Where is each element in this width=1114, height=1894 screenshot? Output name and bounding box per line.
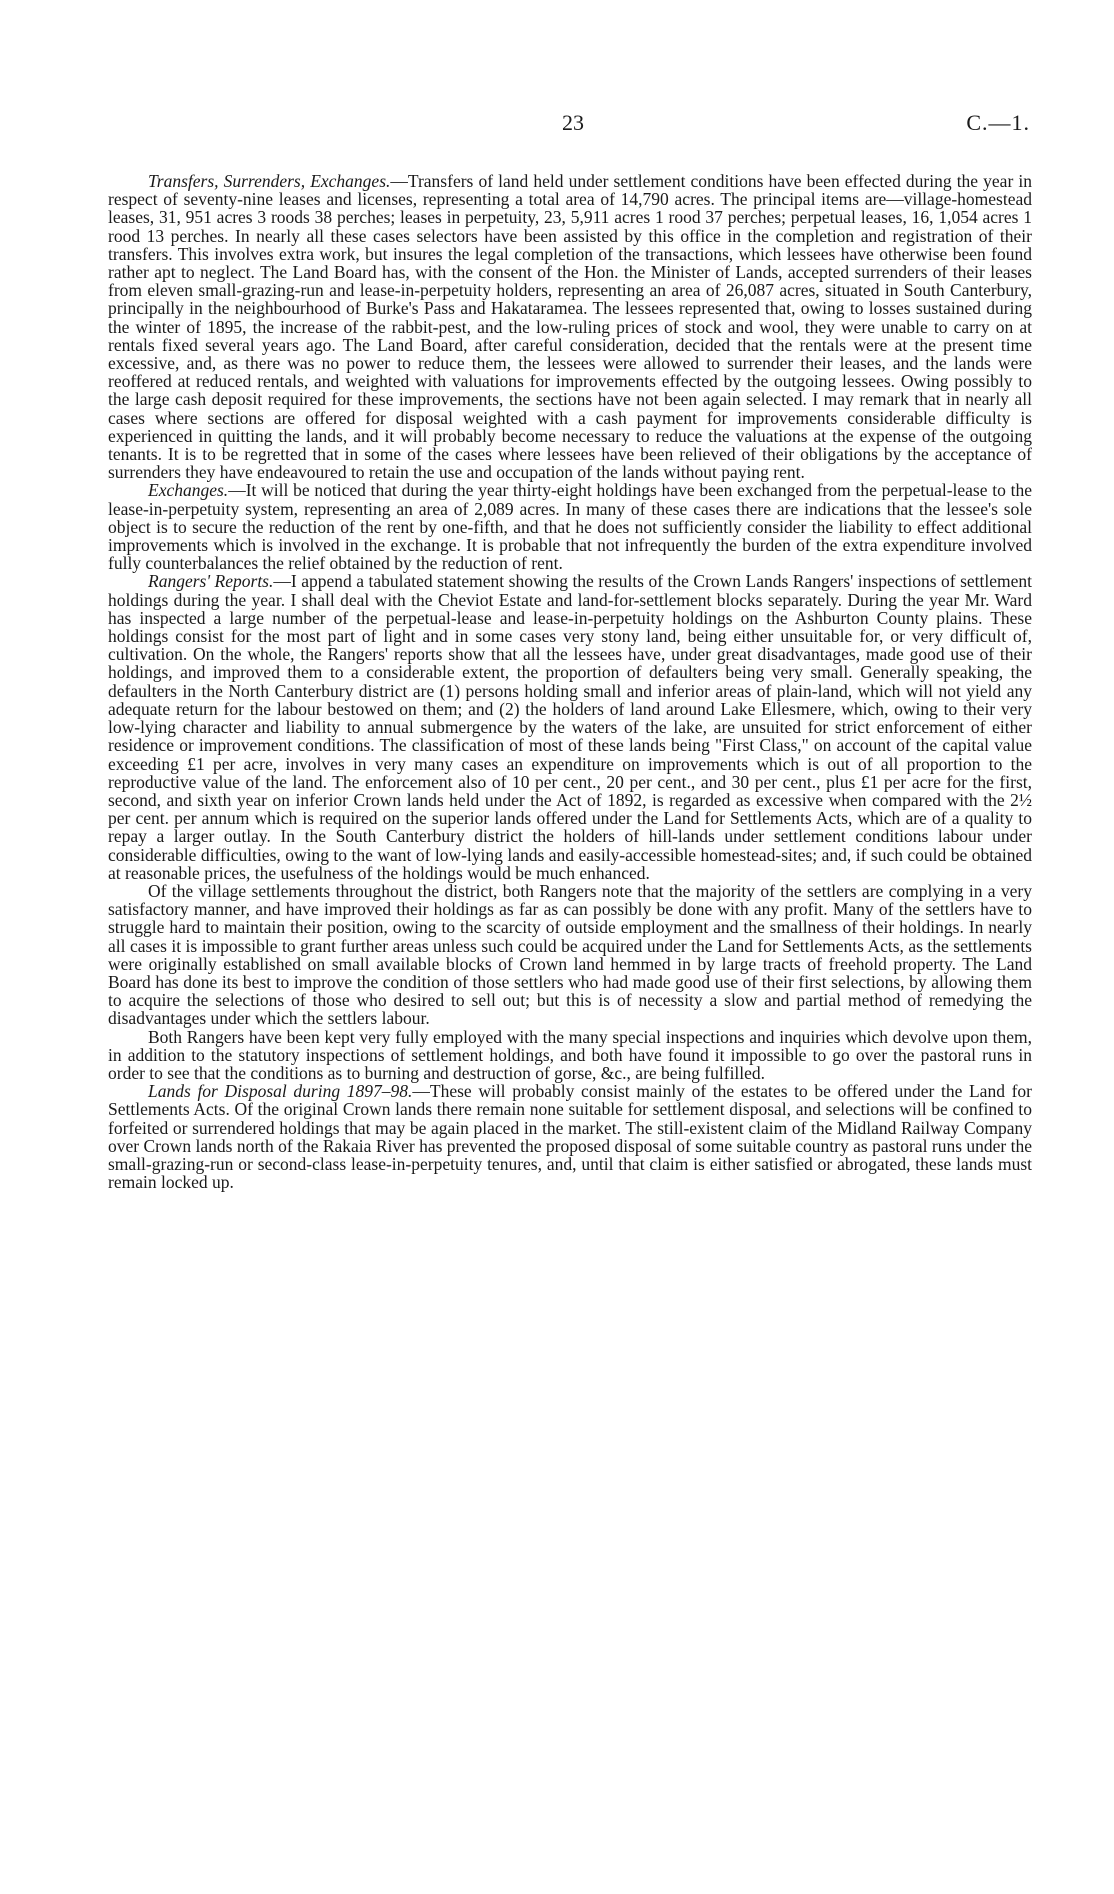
page-number: 23: [562, 110, 584, 135]
paragraph-text: —Transfers of land held under settlement conditions have been effected during the year in respect of seventy-nine leases and licenses, representing a total area of 14,790 acres. The principal items are—village-homestead leases, 31, 951 acres 3 roods 38 perches; leases in perpetuity, 23, 5,911 acres 1 rood 37 perches; perpetual leases, 16, 1,054 acres 1 rood 13 perches. In nearly all these cases selectors have been assisted by this office in the completion and registration of their transfers. This involves extra work, but insures the legal completion of the transactions, which lessees have otherwise been found rather apt to neglect. The Land Board has, with the consent of the Hon. the Minister of Lands, accepted surrenders of their leases from eleven small-grazing-run and lease-in-perpetuity holders, representing an area of 26,087 acres, situated in South Canterbury, principally in the neighbourhood of Burke's Pass and Hakataramea. The lessees represented that, owing to losses sustained during the winter of 1895, the increase of the rabbit-pest, and the low-ruling prices of stock and wool, they were unable to carry on at rentals fixed several years ago. The Land Board, after careful consideration, decided that the rentals were at the present time excessive, and, as there was no power to reduce them, the lessees were allowed to surrender their leases, and the lands were reoffered at reduced rentals, and weighted with valuations for improvements effected by the outgoing lessees. Owing possibly to the large cash deposit required for these improvements, the sections have not been again selected. I may remark that in nearly all cases where sections are offered for disposal weighted with a cash payment for improvements considerable difficulty is experienced in quitting the lands, and it will probably become necessary to reduce the valuations at the expense of the outgoing tenants. It is to be regretted that in some of the cases where lessees have been relieved of their obligations by the acceptance of surrenders they have endeavoured to retain the use and occupation of the lands without paying rent.: [108, 171, 1032, 483]
paragraph-text: —These will probably consist mainly of the estates to be offered under the Land for Settlements Acts. Of the original Crown lands there remain none suitable for settlement disposal, and selections will be confined to forfeited or surrendered holdings that may be again placed in the market. The still-existent claim of the Midland Railway Company over Crown lands north of the Rakaia River has prevented the proposed disposal of some suitable country as pastoral runs under the small-grazing-run or second-class lease-in-perpetuity tenures, and, until that claim is either satisfied or abrogated, these lands must remain locked up.: [108, 1081, 1033, 1193]
paragraph-transfers: [108, 172, 1032, 481]
paragraph-text: —I append a tabulated statement showing the results of the Crown Lands Rangers' inspections of settlement holdings during the year. I shall deal with the Cheviot Estate and land-for-settlement blocks separately. During the year Mr. Ward has inspected a large number of the perpetual-lease and lease-in-perpetuity holdings on the Ashburton County plains. These holdings consist for the most part of light and in some cases very stony land, being either unsuitable for, or very difficult of, cultivation. On the whole, the Rangers' reports show that all the lessees have, under great disadvantages, made good use of their holdings, and improved them to a considerable extent, the proportion of defaulters being very small. Generally speaking, the defaulters in the North Canterbury district are (1) persons holding small and inferior areas of plain-land, which will not yield any adequate return for the labour bestowed on them; and (2) the holders of land around Lake Ellesmere, which, owing to their very low-lying character and liability to annual submergence by the waters of the lake, are unsuited for strict enforcement of either residence or improvement conditions. The classification of most of these lands being "First Class," on account of the capital value exceeding £1 per acre, involves in very many cases an expenditure on improvements which is out of all proportion to the reproductive value of the land. The enforcement also of 10 per cent., 20 per cent., and 30 per cent., plus £1 per acre for the first, second, and sixth year on inferior Crown lands held under the Act of 1892, is regarded as excessive when compared with the 2½ per cent. per annum which is required on the superior lands offered under the Land for Settlements Acts, which are of a quality to repay a larger outlay. In the South Canterbury district the holders of hill-lands under settlement conditions labour under considerable difficulties, owing to the want of low-lying lands and easily-accessible homestead-sites; and, if such could be obtained at reasonable prices, the usefulness of the holdings would be much enhanced.: [108, 571, 1032, 883]
paragraph-heading: Exchanges.: [148, 480, 229, 501]
paragraph-village-settlements: [108, 882, 1032, 1028]
paragraph-text: Both Rangers have been kept very fully employed with the many special inspections and inquiries which devolve upon them, in addition to the statutory inspections of settlement holdings, and both have found it impossible to go over the pastoral runs in order to see that the conditions as to burning and destruction of gorse, &c., are being fulfilled.: [108, 1026, 1032, 1083]
paragraph-rangers-reports: [108, 572, 1032, 881]
paragraph-text: Of the village settlements throughout the district, both Rangers note that the majority of the settlers are complying in a very satisfactory manner, and have improved their holdings as far as can possibly be done with any profit. Many of the settlers have to struggle hard to maintain their position, owing to the scarcity of outside employment and the smallness of their holdings. In nearly all cases it is impossible to grant further areas unless such could be acquired under the Land for Settlements Acts, as the settlements were originally established on small available blocks of Crown land hemmed in by large tracts of freehold property. The Land Board has done its best to improve the condition of those settlers who had made good use of their first selections, by allowing them to acquire the selections of those who desired to sell out; but this is of necessity a slow and partial method of remedying the disadvantages under which the settlers labour.: [108, 880, 1032, 1029]
paragraph-rangers-employment: [108, 1028, 1032, 1083]
paragraph-lands-for-disposal: [108, 1082, 1032, 1191]
paragraph-text: —It will be noticed that during the year thirty-eight holdings have been exchanged from the perpetual-lease to the lease-in-perpetuity system, representing an area of 2,089 acres. In many of these cases there are indications that the lessee's sole object is to secure the reduction of the rent by one-fifth, and that he does not sufficiently consider the liability to effect additional improvements which is involved in the exchange. It is probable that not infrequently the burden of the extra expenditure involved fully counterbalances the relief obtained by the reduction of rent.: [108, 480, 1032, 574]
paragraph-heading: Rangers' Reports.: [148, 571, 274, 592]
body-text: [108, 172, 1032, 1191]
page-header: [0, 110, 1114, 140]
document-reference: C.—1.: [966, 110, 1030, 135]
paragraph-heading: Transfers, Surrenders, Exchanges.: [148, 171, 391, 191]
paragraph-exchanges: [108, 481, 1032, 572]
paragraph-heading: Lands for Disposal during 1897–98.: [148, 1081, 413, 1102]
